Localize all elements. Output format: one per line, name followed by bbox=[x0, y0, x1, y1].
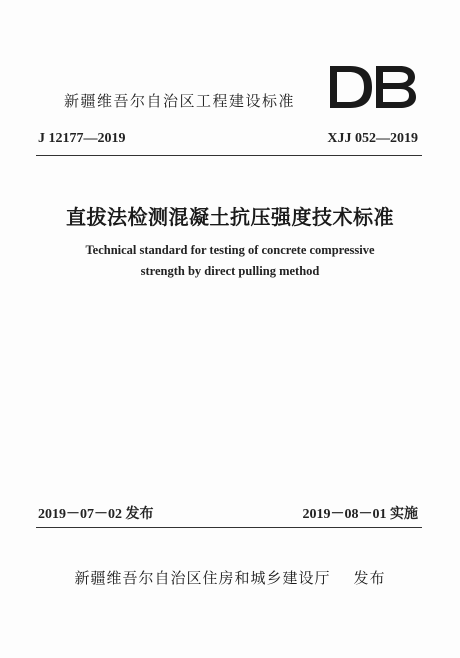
publisher-line bbox=[0, 567, 460, 588]
effective-date-block bbox=[303, 503, 419, 523]
publish-label: 发布 bbox=[353, 569, 386, 587]
title-english bbox=[0, 240, 460, 282]
release-date-block bbox=[38, 503, 154, 523]
bottom-divider bbox=[36, 527, 422, 528]
release-label: 发布 bbox=[125, 506, 154, 522]
title-english-line1: Technical standard for testing of concrete compressive bbox=[85, 243, 375, 257]
release-date: 2019－07－02 bbox=[38, 507, 122, 522]
standard-code-left: J 12177—2019 bbox=[38, 131, 126, 146]
db-logo-icon bbox=[328, 64, 418, 110]
issuer-heading: 新疆维吾尔自治区工程建设标准 bbox=[64, 92, 296, 110]
publisher-name: 新疆维吾尔自治区住房和城乡建设厅 bbox=[74, 569, 331, 587]
effective-label: 实施 bbox=[390, 506, 418, 522]
logo-text: DB bbox=[328, 64, 330, 65]
standard-code-right: XJJ 052—2019 bbox=[327, 131, 418, 146]
title-english-line2: strength by direct pulling method bbox=[140, 264, 320, 278]
top-divider bbox=[36, 155, 422, 156]
title-chinese: 直拔法检测混凝土抗压强度技术标准 bbox=[66, 205, 394, 229]
effective-date: 2019－08－01 bbox=[302, 507, 387, 522]
